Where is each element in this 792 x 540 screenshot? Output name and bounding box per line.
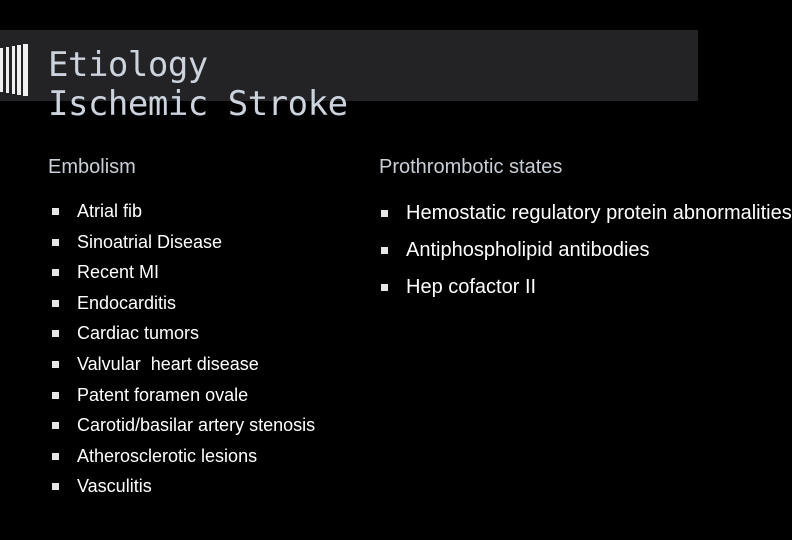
list-item bbox=[52, 196, 315, 227]
bullet-icon bbox=[381, 210, 388, 217]
list-item bbox=[381, 200, 792, 227]
list-item bbox=[52, 471, 315, 502]
list-item-label: Recent MI bbox=[77, 262, 160, 283]
bullet-icon bbox=[52, 392, 59, 399]
bullet-icon bbox=[381, 284, 388, 291]
list-item-label: Valvular heart disease bbox=[77, 353, 259, 374]
list-item bbox=[52, 410, 315, 441]
left-bullet-list bbox=[52, 196, 315, 502]
list-item-label: Sinoatrial Disease bbox=[77, 231, 223, 252]
right-column-heading: Prothrombotic states bbox=[379, 156, 563, 178]
bullet-icon bbox=[52, 269, 59, 276]
list-item bbox=[381, 274, 706, 301]
list-item-label: Vasculitis bbox=[77, 476, 152, 497]
bullet-icon bbox=[52, 483, 59, 490]
list-item-label: Patent foramen ovale bbox=[77, 384, 249, 405]
bullet-icon bbox=[52, 208, 59, 215]
list-item-label: Atrial fib bbox=[77, 201, 143, 221]
bullet-icon bbox=[52, 361, 59, 368]
bullet-icon bbox=[52, 453, 59, 460]
list-item bbox=[52, 318, 315, 349]
bullet-icon bbox=[52, 239, 59, 246]
list-item bbox=[381, 237, 650, 264]
bullet-icon bbox=[381, 247, 388, 254]
list-item-label: Antiphospholipid antibodies bbox=[406, 239, 650, 261]
bullet-icon bbox=[52, 330, 59, 337]
slide-title-line-1: Etiology bbox=[48, 45, 208, 85]
decorative-stripes-icon bbox=[0, 44, 30, 96]
list-item-label: Hemostatic regulatory protein abnormalities bbox=[406, 202, 792, 224]
list-item bbox=[52, 257, 315, 288]
list-item bbox=[52, 288, 315, 319]
list-item bbox=[52, 441, 315, 472]
list-item-label: Hep cofactor II bbox=[406, 276, 537, 298]
list-item-label: Endocarditis bbox=[77, 292, 177, 313]
list-item bbox=[52, 349, 315, 380]
list-item-label: Carotid/basilar artery stenosis bbox=[77, 415, 316, 436]
bullet-icon bbox=[52, 300, 59, 307]
list-item bbox=[52, 380, 315, 411]
list-item-label: Cardiac tumors bbox=[77, 323, 200, 344]
slide-title bbox=[48, 46, 348, 124]
slide-title-line-2: Ischemic Stroke bbox=[48, 84, 348, 124]
left-column-heading: Embolism bbox=[48, 156, 136, 178]
bullet-icon bbox=[52, 422, 59, 429]
list-item-label: Atherosclerotic lesions bbox=[77, 445, 258, 466]
list-item bbox=[52, 227, 315, 258]
right-bullet-list bbox=[381, 200, 792, 311]
